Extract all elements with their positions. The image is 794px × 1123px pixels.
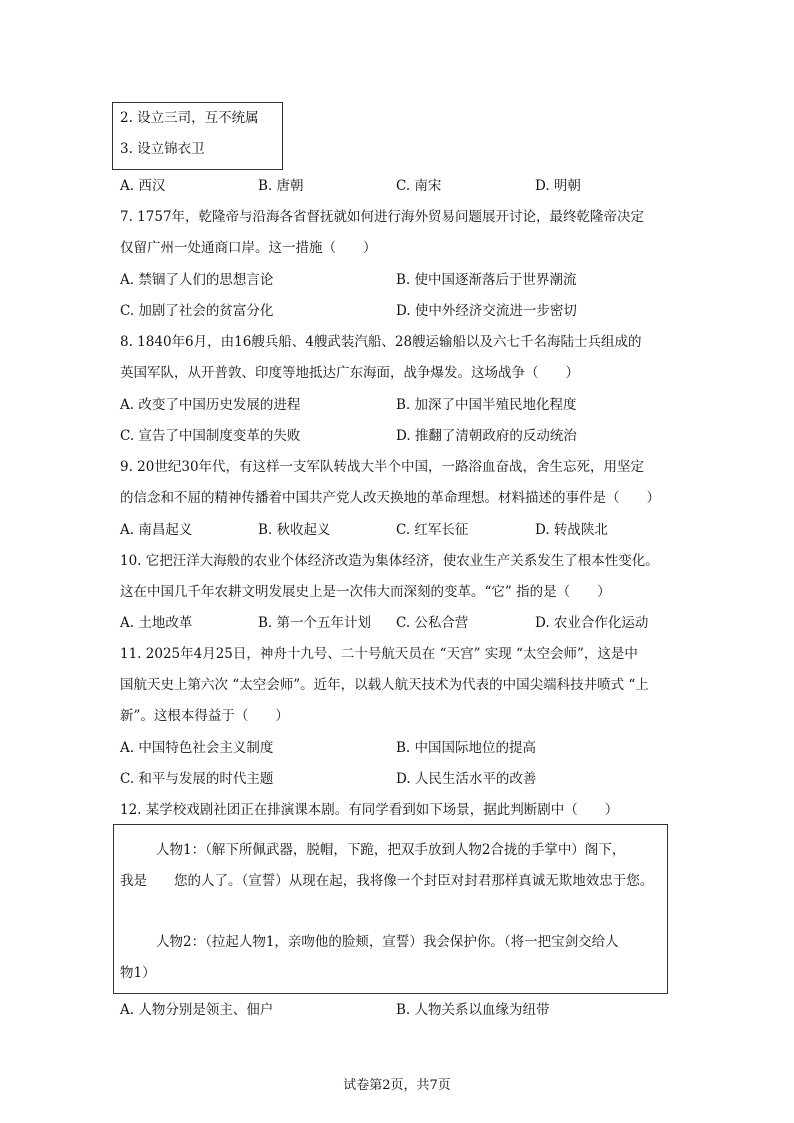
material-line-2: 3. 设立锦衣卫 [120,141,205,157]
material-line-1: 2. 设立三司，互不统属 [120,110,259,126]
q10-stem-line-1: 10. 它把汪洋大海般的农业个体经济改造为集体经济，使农业生产关系发生了根本性变化。 [120,553,659,569]
q8-option-b: B. 加深了中国半殖民地化程度 [396,397,577,413]
q8-option-d: D. 推翻了清朝政府的反动统治 [396,428,577,444]
q9-stem-line-1: 9. 20世纪30年代，有这样一支军队转战大半个中国，一路浴血奋战，舍生忘死，用坚定 [120,459,645,475]
q9-option-c: C. 红军长征 [396,522,469,538]
q9-option-d: D. 转战陕北 [535,522,608,538]
q11-option-a: A. 中国特色社会主义制度 [120,740,274,756]
q11-stem-line-1: 11. 2025年4月25日，神舟十九号、二十号航天员在 “天宫” 实现 “太空会师”，这是中 [120,646,638,662]
q11-stem-line-2: 国航天史上第六次 “太空会师”。近年，以载人航天技术为代表的中国尖端科技井喷式 “上 [120,677,649,693]
q7-option-d: D. 使中外经济交流进一步密切 [396,303,577,319]
q9-stem-line-2: 的信念和不屈的精神传播着中国共产党人改天换地的革命理想。材料描述的事件是（ ） [120,490,660,506]
q10-option-c: C. 公私合营 [396,615,469,631]
scene-p2-line-1: 人物2：（拉起人物1，亲吻他的脸颊，宣誓）我会保护你。（将一把宝剑交给人 [156,934,619,950]
q6-option-d: D. 明朝 [535,178,581,194]
q8-option-a: A. 改变了中国历史发展的进程 [120,397,301,413]
q12-option-a: A. 人物分别是领主、佃户 [120,1002,274,1018]
scene-p1-line-1: 人物1：（解下所佩武器，脱帽，下跪，把双手放到人物2合拢的手掌中）阁下， [156,842,626,858]
q12-stem: 12. 某学校戏剧社团正在排演课本剧。有同学看到如下场景，据此判断剧中（ ） [120,802,619,818]
q9-option-b: B. 秋收起义 [258,522,331,538]
q12-option-b: B. 人物关系以血缘为纽带 [396,1002,550,1018]
q6-option-a: A. 西汉 [120,178,166,194]
q7-option-c: C. 加剧了社会的贫富分化 [120,303,274,319]
q11-stem-line-3: 新”。这根本得益于（ ） [120,708,289,724]
q11-option-c: C. 和平与发展的时代主题 [120,771,274,787]
q10-option-b: B. 第一个五年计划 [258,615,372,631]
q10-option-a: A. 土地改革 [120,615,193,631]
q9-option-a: A. 南昌起义 [120,522,193,538]
page-footer: 试卷第2页，共7页 [343,1078,451,1093]
q11-option-b: B. 中国国际地位的提高 [396,740,537,756]
q7-stem-line-1: 7. 1757年，乾隆帝与沿海各省督抚就如何进行海外贸易问题展开讨论，最终乾隆帝决定 [120,209,645,225]
q10-stem-line-2: 这在中国几千年农耕文明发展史上是一次伟大而深刻的变革。“它” 指的是（ ） [120,584,611,600]
q7-option-a: A. 禁锢了人们的思想言论 [120,272,274,288]
q6-option-c: C. 南宋 [396,178,442,194]
q8-option-c: C. 宣告了中国制度变革的失败 [120,428,301,444]
q11-option-d: D. 人民生活水平的改善 [396,771,537,787]
q7-option-b: B. 使中国逐渐落后于世界潮流 [396,272,577,288]
q6-option-b: B. 唐朝 [258,178,304,194]
scene-p2-line-2: 物1） [120,965,156,981]
q7-stem-line-2: 仅留广州一处通商口岸。这一措施（ ） [120,240,377,256]
q8-stem-line-1: 8. 1840年6月，由16艘兵船、4艘武装汽船、28艘运输船以及六七千名海陆士兵组成的 [120,334,642,350]
q10-option-d: D. 农业合作化运动 [535,615,649,631]
q8-stem-line-2: 英国军队，从开普敦、印度等地抵达广东海面，战争爆发。这场战争（ ） [120,365,579,381]
scene-p1-line-2: 我是 您的人了。（宣誓）从现在起，我将像一个封臣对封君那样真诚无欺地效忠于您。 [120,873,654,889]
